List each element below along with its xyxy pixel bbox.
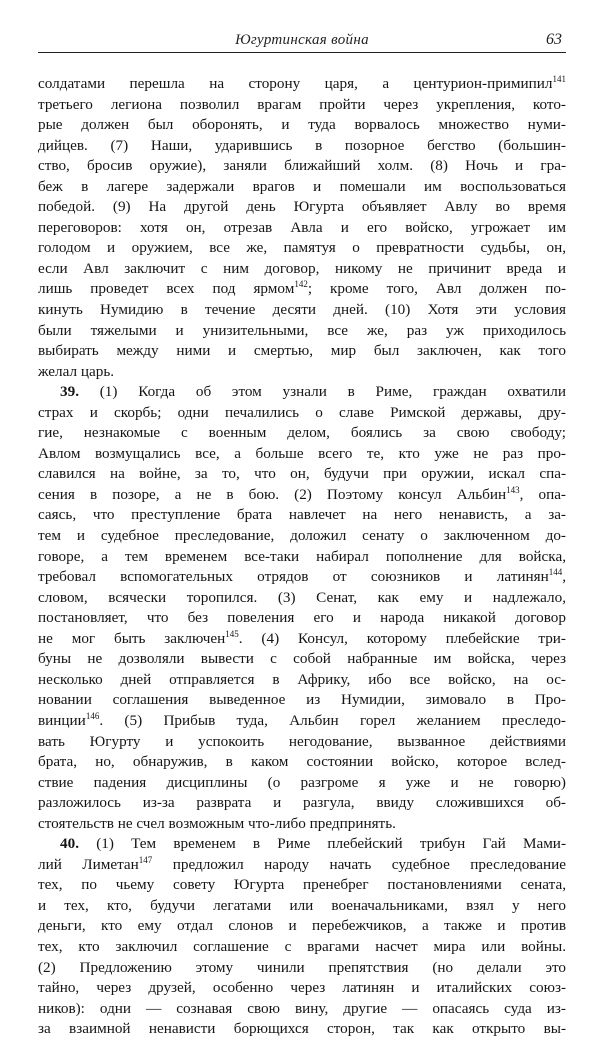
- line-text: победой. (9) На другой день Югурта объявляет Авлу во время: [38, 198, 566, 216]
- text-line: [38, 136, 566, 157]
- line-text: гие, незнакомые с военным делом, боялись за свою свободу;: [38, 424, 566, 442]
- footnote-marker[interactable]: 141: [552, 73, 566, 84]
- text-line: [38, 711, 566, 732]
- line-text: и тех, кто, будучи легатами или военачальниками, взял у него: [38, 896, 566, 914]
- line-text: голодом и оружием, все же, памятуя о превратности судьбы, он,: [38, 239, 566, 257]
- text-line: [38, 485, 566, 506]
- text-line: [38, 259, 566, 280]
- text-line: [38, 649, 566, 670]
- line-text: солдатами перешла на сторону царя, а центурион-примипил: [38, 75, 553, 92]
- text-line: [38, 773, 566, 794]
- text-line: [38, 875, 566, 896]
- line-text: были тяжелыми и унизительными, все же, раз уж приходилось: [38, 321, 566, 339]
- line-text-cont: . (4) Консул, которому плебейские три-: [238, 629, 566, 647]
- text-line: [38, 321, 566, 342]
- footnote-marker[interactable]: 145: [225, 628, 239, 639]
- line-text: кинуть Нумидию в течение десяти дней. (10) Хотя эти условия: [38, 301, 566, 319]
- text-line: [38, 629, 566, 650]
- body-text: [38, 74, 566, 1040]
- text-line: [38, 547, 566, 568]
- page-number: 63: [546, 31, 562, 48]
- text-line: [38, 382, 566, 403]
- text-line: [38, 937, 566, 958]
- text-line: [38, 444, 566, 465]
- text-line: [38, 218, 566, 239]
- text-line: [38, 177, 566, 198]
- chapter-number: 40.: [60, 835, 79, 853]
- text-line: [38, 156, 566, 177]
- footnote-marker[interactable]: 144: [548, 567, 563, 578]
- text-line: [38, 1019, 566, 1040]
- text-line: [38, 752, 566, 773]
- line-text: тех, кто заключил соглашение с врагами насчет мира или войны.: [38, 937, 566, 955]
- line-text: ствие падения дисциплины (о разгроме я уже и не говорю): [38, 773, 566, 791]
- line-text: тайно, через друзей, особенно через латинян и италийских союз-: [38, 979, 566, 997]
- text-line: [38, 916, 566, 937]
- text-line: [38, 197, 566, 218]
- line-text: (1) Тем временем в Риме плебейский трибун Гай Мами-: [78, 835, 566, 853]
- text-line: [38, 999, 566, 1020]
- chapter-number: 39.: [60, 383, 79, 401]
- line-text: рые должен был оборонять, и туда ворвалось множество нуми-: [38, 116, 566, 134]
- text-line: [38, 74, 566, 95]
- text-line: [38, 362, 566, 383]
- line-text: тех, по чьему совету Югурта пренебрег постановлениями сената,: [38, 876, 566, 894]
- line-text: постановляет, что без повеления его и народа никакой договор: [38, 609, 566, 627]
- line-text: сения в позоре, а не в бою. (2) Поэтому консул Альбин: [38, 485, 507, 503]
- footnote-marker[interactable]: 142: [294, 279, 308, 290]
- text-line: [38, 855, 566, 876]
- text-line: [38, 95, 566, 116]
- line-text: разложилось из-за разврата и разгула, ввиду сложившихся об-: [38, 794, 566, 812]
- line-text: беж в лагере задержали врагов и помешали им воспользоваться: [38, 177, 566, 195]
- line-text: требовал вспомогательных отрядов от союзников и латинян: [38, 568, 549, 586]
- text-line: [38, 238, 566, 259]
- text-line: [38, 732, 566, 753]
- line-text: ников): одни — сознавая свою вину, другие — опасаясь суда из-: [38, 999, 566, 1017]
- line-text-cont: ,: [562, 568, 566, 586]
- text-line: [38, 341, 566, 362]
- line-text: буны не дозволяли вывести с собой набранные им войска, через: [38, 650, 566, 668]
- text-line: [38, 403, 566, 424]
- line-text: говоре, а тем временем все-таки набирал пополнение для войска,: [38, 547, 566, 565]
- text-line: [38, 690, 566, 711]
- line-text: тем и судебное преследование, доложил сенату о заключенном до-: [38, 527, 566, 545]
- footnote-marker[interactable]: 143: [506, 484, 520, 495]
- line-text: винции: [38, 711, 86, 729]
- text-line: [38, 526, 566, 547]
- text-line: [38, 300, 566, 321]
- line-text: не мог быть заключен: [38, 629, 226, 647]
- line-text: деньги, кто ему отдал слонов и перебежчиков, а также и против: [38, 917, 566, 935]
- text-line: [38, 115, 566, 136]
- running-title: Югуртинская война: [235, 32, 369, 48]
- text-line: [38, 608, 566, 629]
- line-text: лий Лиметан: [38, 855, 139, 873]
- line-text: (1) Когда об этом узнали в Риме, граждан охватили: [78, 383, 566, 401]
- line-text: словом, всячески торопился. (3) Сенат, как ему и надлежало,: [38, 588, 566, 606]
- line-text: Авлом возмущались все, а больше всего те, кто уже не раз про-: [38, 444, 566, 462]
- line-text: саясь, что преступление брата навлечет на него ненависть, а за-: [38, 506, 566, 524]
- text-line: [38, 464, 566, 485]
- text-line: [38, 834, 566, 855]
- line-text-cont: , опа-: [519, 485, 566, 503]
- line-text-cont: . (5) Прибыв туда, Альбин горел желанием преследо-: [99, 711, 566, 729]
- text-line: [38, 978, 566, 999]
- text-line: [38, 958, 566, 979]
- line-text-cont: предложил народу начать судебное преследование: [152, 855, 567, 873]
- line-text: за взаимной ненависти борющихся сторон, так как открыто вы-: [38, 1020, 566, 1038]
- line-text: несколько дней отправляется в Африку, ибо все войско, на ос-: [38, 670, 566, 688]
- line-text: (2) Предложению этому чинили препятствия (но делали это: [38, 958, 566, 976]
- text-line: [38, 279, 566, 300]
- line-text: желал царь.: [38, 362, 115, 380]
- footnote-marker[interactable]: 147: [138, 854, 153, 865]
- text-line: [38, 423, 566, 444]
- text-line: [38, 793, 566, 814]
- text-line: [38, 670, 566, 691]
- line-text: вать Югурту и успокоить негодование, вызванное действиями: [38, 732, 566, 750]
- line-text: выбирать между ними и смертью, мир был заключен, как того: [38, 342, 566, 360]
- line-text: лишь проведет всех под ярмом: [38, 280, 295, 298]
- line-text: третьего легиона позволил врагам пройти через укрепления, кото-: [38, 95, 566, 113]
- text-line: [38, 814, 566, 835]
- line-text: дийцев. (7) Наши, ударившись в позорное бегство (большин-: [38, 136, 566, 154]
- line-text: ство, бросив оружие), заняли ближайший холм. (8) Ночь и гра-: [38, 157, 566, 175]
- text-line: [38, 505, 566, 526]
- text-line: [38, 567, 566, 588]
- line-text: брата, но, обнаружив, в каком состоянии войско, которое вслед-: [38, 753, 566, 771]
- text-line: [38, 588, 566, 609]
- line-text: славился на войне, за то, что он, будучи при оружии, искал спа-: [38, 465, 566, 483]
- line-text: переговоров: хотя он, отрезав Авла и его войско, угрожает им: [38, 218, 566, 236]
- line-text: если Авл заключит с ним договор, никому не причинит вреда и: [38, 259, 566, 277]
- line-text: стоятельств не счел возможным что-либо предпринять.: [38, 814, 396, 832]
- page-header: [38, 30, 566, 53]
- line-text-cont: ; кроме того, Авл должен по-: [307, 280, 567, 298]
- footnote-marker[interactable]: 146: [85, 710, 100, 721]
- line-text: новании соглашения выведенное из Нумидии, зимовало в Про-: [38, 691, 566, 709]
- text-line: [38, 896, 566, 917]
- line-text: страх и скорбь; одни печалились о славе Римской державы, дру-: [38, 403, 566, 421]
